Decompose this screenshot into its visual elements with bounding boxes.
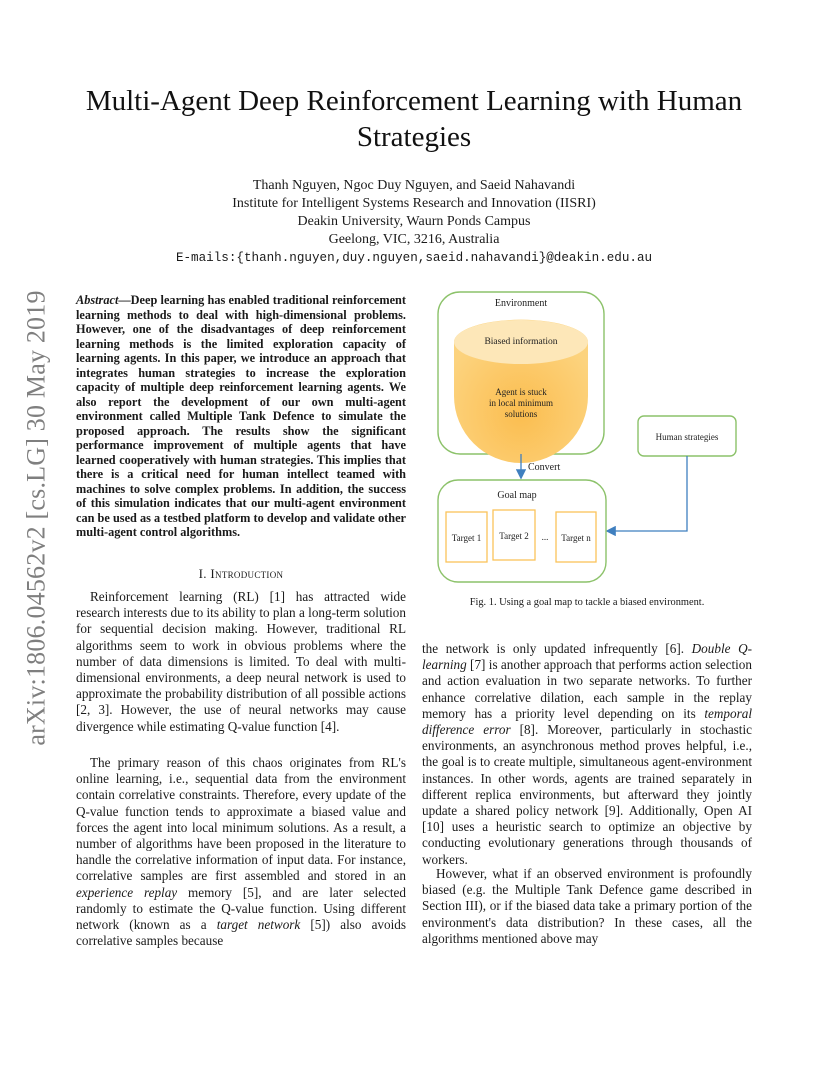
paragraph-3-c: [8]. Moreover, particularly in stochastic environments, an asynchronous method proves helpful, i.e., the goal is to create multiple, simultaneous agent-environment instances. In other words, agents are trained separately in different replica environments, but afterward they jointly update a shared policy network [9]. Additionally, Open AI [10] uses a heuristic search to optimize an objective by conducting evolutionary generations through thousands of workers.: [422, 722, 752, 867]
paragraph-2-em1: experience replay: [76, 884, 178, 900]
paragraph-2-c: [5]) also avoids correlative samples because: [76, 917, 407, 949]
paragraph-4: However, what if an observed environment is profoundly biased (e.g. the Multiple Tank Defence game described in Section III), or if the biased data take a primary portion of the environment's data distribution? In these cases, all the algorithms mentioned above may: [422, 866, 752, 946]
abstract-label: Abstract: [76, 293, 119, 307]
environment-label: Environment: [494, 298, 548, 309]
paragraph-2: [76, 755, 406, 949]
section-heading: [76, 566, 406, 582]
section-title: Introduction: [210, 566, 284, 581]
section-number: I.: [198, 566, 207, 581]
target-n-label: Target n: [561, 533, 591, 543]
convert-label: Convert: [528, 462, 561, 473]
abstract: [76, 293, 406, 540]
paragraph-2-em2: target network: [216, 917, 301, 933]
paragraph-3-em2: temporal difference error: [422, 705, 752, 738]
biased-label: Biased information: [484, 337, 558, 347]
target-1-label: Target 1: [451, 533, 482, 543]
author-block: [0, 177, 828, 267]
arxiv-stamp-text: arXiv:1806.04562v2 [cs.LG] 30 May 2019: [22, 290, 52, 746]
abstract-text: —Deep learning has enabled traditional reinforcement learning methods to deal with high-dimensional problems. However, one of the disadvantages of deep reinforcement learning methods is the limited exploration capacity of learning agents. In this paper, we introduce an approach that integrates human strategies to increase the exploration capacity of multiple deep reinforcement learning agents. We also report the development of our own multi-agent environment called Multiple Tank Defence to simulate the proposed approach. The results show the significant performance improvement of multiple agents that have learned cooperatively with human strategies. This implies that there is a critical need for human intellect teamed with machines to solve complex problems. In addition, the success of this simulation indicates that our multi-agent environment can be used as a testbed platform to develop and validate other multi-agent control algorithms.: [76, 293, 406, 539]
arxiv-stamp: [22, 278, 52, 758]
figure-caption: Fig. 1. Using a goal map to tackle a biased environment.: [469, 597, 705, 608]
target-ellipsis: ...: [541, 532, 549, 542]
paragraph-3-em1: Double Q-learning: [422, 641, 752, 673]
author-affiliation: Institute for Intelligent Systems Research and Innovation (IISRI): [232, 196, 596, 211]
stuck-label-2: in local minimum: [489, 398, 553, 408]
stuck-label-1: Agent is stuck: [495, 387, 547, 397]
human-strategies-label: Human strategies: [655, 432, 719, 442]
stuck-label-3: solutions: [504, 409, 538, 419]
paragraph-1: Reinforcement learning (RL) [1] has attracted wide research interests due to its ability to plan a long-term solution for sequential decision making. However, traditional RL algorithms seem to work in obvious problems where the number of data dimensions is limited. To deal with multi-dimensional environments, a deep neural network is used to approximate the probability distribution of all possible actions [2, 3]. However, the use of neural networks may cause divergence while estimating Q-value function [4].: [76, 589, 406, 734]
paragraph-3-b: [7] is another approach that performs action selection and action evaluation in two separate networks. To further enhance correlative dilation, each sample in the replay memory has a priority level depending on its: [422, 657, 752, 721]
author-location: Geelong, VIC, 3216, Australia: [328, 232, 500, 247]
paragraph-3-a: the network is only updated infrequently [6].: [422, 641, 692, 656]
goal-map-label: Goal map: [497, 490, 537, 501]
human-arrow: [608, 456, 687, 531]
author-emails: E-mails:{thanh.nguyen,duy.nguyen,saeid.nahavandi}@deakin.edu.au: [175, 251, 653, 265]
paragraph-2-a: The primary reason of this chaos originates from RL's online learning, i.e., sequential data from the environment contain correlative constraints. Therefore, every update of the Q-value function tends to approximate a biased value and forces the agent into local minimum solutions. As a result, a number of algorithms have been proposed in the literature to handle the correlative information of input data. For instance, correlative samples are first assembled and stored in an: [76, 755, 406, 884]
paper-title: Multi-Agent Deep Reinforcement Learning with Human Strategies: [85, 85, 743, 153]
figure-1-diagram: [430, 284, 760, 590]
target-2-label: Target 2: [499, 531, 529, 541]
paragraph-3: [422, 641, 752, 868]
paragraph-2-b: memory [5], and are later selected randomly to estimate the Q-value function. Using different network (known as a: [76, 884, 406, 933]
author-names: Thanh Nguyen, Ngoc Duy Nguyen, and Saeid Nahavandi: [252, 178, 576, 193]
author-university: Deakin University, Waurn Ponds Campus: [297, 214, 531, 229]
